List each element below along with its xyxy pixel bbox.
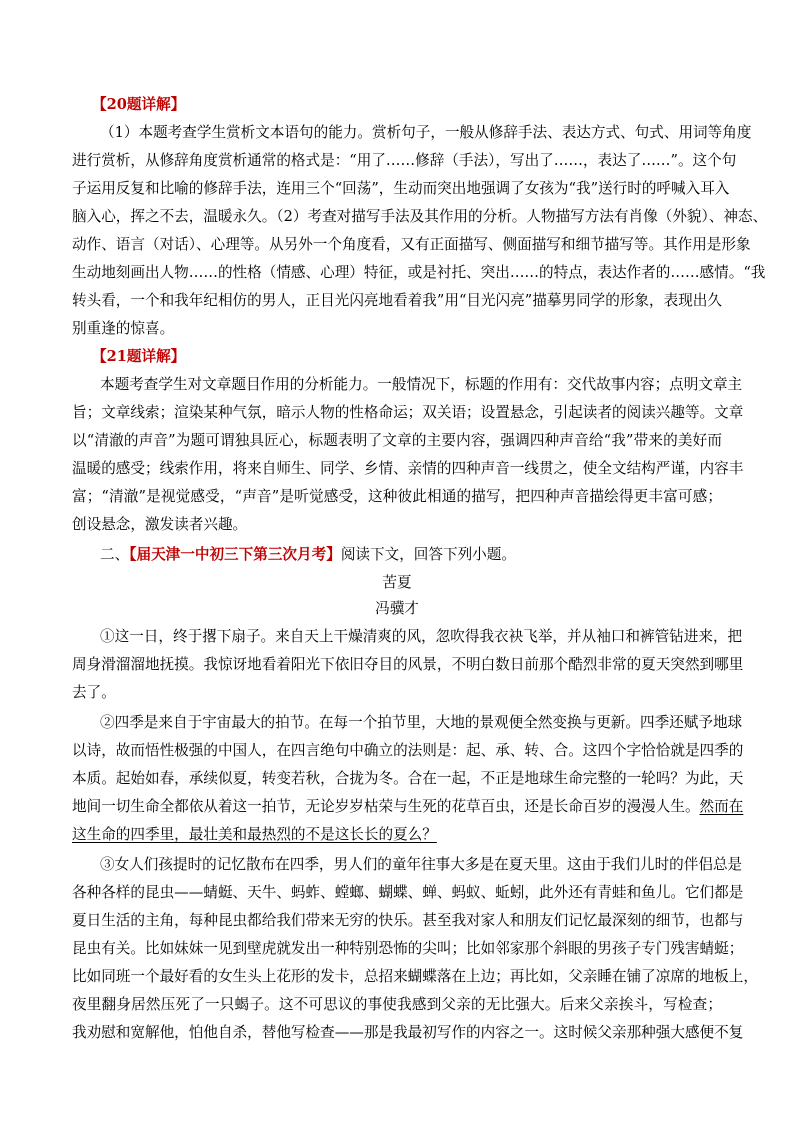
q20-line-1: （1）本题考查学生赏析文本语句的能力。赏析句子，一般从修辞手法、表达方式、句式、用词等角度 bbox=[100, 124, 752, 141]
p2-line-5 bbox=[72, 822, 437, 848]
q20-line-8: 别重逢的惊喜。 bbox=[72, 320, 175, 337]
q20-line-4: 脑入心，挥之不去，温暖永久。（2）考查对描写手法及其作用的分析。人物描写方法有肖像（外貌）、神态、 bbox=[72, 208, 768, 225]
p3-line-4: 昆虫有关。比如妹妹一见到壁虎就发出一种特别恐怖的尖叫；比如邻家那个斜眼的男孩子专门残害蜻蜓； bbox=[72, 940, 744, 957]
p1-line-2: 周身滑溜溜地抚摸。我惊讶地看着阳光下依旧夺目的风景，不明白数日前那个酷烈非常的夏天突然到哪里 bbox=[72, 656, 744, 673]
p3-line-5: 比如同班一个最好看的女生头上花形的发卡，总招来蝴蝶落在上边；再比如，父亲睡在铺了凉席的地板上， bbox=[72, 968, 758, 985]
q21-line-3: 以“清澈的声音”为题可谓独具匠心，标题表明了文章的主要内容，强调四种声音给“我”带来的美好而 bbox=[72, 432, 722, 449]
p1-line-1: ①这一日，终于撂下扇子。来自天上干燥清爽的风，忽吹得我衣袂飞举，并从袖口和裤管钻进来，把 bbox=[100, 628, 743, 645]
p3-line-1: ③女人们孩提时的记忆散布在四季，男人们的童年往事大多是在夏天里。这由于我们儿时的伴侣总是 bbox=[100, 856, 743, 873]
part2-instruction bbox=[100, 542, 516, 568]
p2-line-3: 本质。起始如春，承续似夏，转变若秋，合拢为冬。合在一起，不正是地球生命完整的一轮吗？为此，天 bbox=[72, 770, 744, 787]
article-title: 苦夏 bbox=[382, 574, 412, 591]
q20-line-3: 子运用反复和比喻的修辞手法，连用三个“回荡”，生动而突出地强调了女孩为“我”送行时的呼喊入耳入 bbox=[72, 180, 730, 197]
q21-line-5: 富；“清澈”是视觉感受，“声音”是听觉感受，这种彼此相通的描写，把四种声音描绘得更丰富可感； bbox=[72, 488, 722, 505]
q21-line-2: 旨；文章线索；渲染某种气氛，暗示人物的性格命运；双关语；设置悬念，引起读者的阅读兴趣等。文章 bbox=[72, 404, 744, 421]
p3-line-6: 夜里翻身居然压死了一只蝎子。这不可思议的事使我感到父亲的无比强大。后来父亲挨斗，写检查； bbox=[72, 996, 722, 1013]
p2-line-4-underlined: 然而在 bbox=[699, 798, 744, 815]
part2-source: 【届天津一中初三下第三次月考】 bbox=[129, 546, 341, 563]
q21-line-4: 温暖的感受；线索作用，将来自师生、同学、乡情、亲情的四种声音一线贯之，使全文结构严谨，内容丰 bbox=[72, 460, 744, 477]
q21-line-1: 本题考查学生对文章题目作用的分析能力。一般情况下，标题的作用有：交代故事内容；点明文章主 bbox=[100, 376, 743, 393]
p3-line-3: 夏日生活的主角，每种昆虫都给我们带来无穷的快乐。甚至我对家人和朋友们记忆最深刻的细节，也都与 bbox=[72, 912, 744, 929]
q20-line-2: 进行赏析，从修辞角度赏析通常的格式是：“用了……修辞（手法），写出了……，表达了……”。这个句 bbox=[72, 152, 737, 169]
p2-line-1: ②四季是来自于宇宙最大的拍节。在每一个拍节里，大地的景观便全然变换与更新。四季还赋予地球 bbox=[100, 714, 743, 731]
part2-instruction-text: 阅读下文，回答下列小题。 bbox=[340, 546, 516, 563]
p2-line-5-underlined: 这生命的四季里，最壮美和最热烈的不是这长长的夏么？ bbox=[72, 826, 437, 843]
q21-heading: 【21题详解】 bbox=[92, 348, 186, 365]
p3-line-2: 各种各样的昆虫——蜻蜓、天牛、蚂蚱、螳螂、蝴蝶、蝉、蚂蚁、蚯蚓，此外还有青蛙和鱼儿。它们都是 bbox=[72, 884, 744, 901]
article-author: 冯骥才 bbox=[375, 600, 419, 617]
q20-line-5: 动作、语言（对话）、心理等。从另外一个角度看，又有正面描写、侧面描写和细节描写等。其作用是形象 bbox=[72, 236, 751, 253]
q21-line-6: 创设悬念，激发读者兴趣。 bbox=[72, 516, 248, 533]
p2-line-4 bbox=[72, 794, 744, 820]
q20-heading: 【20题详解】 bbox=[92, 96, 186, 113]
p3-line-7: 我劝慰和宽解他，怕他自杀，替他写检查——那是我最初写作的内容之一。这时候父亲那种强大感便不复 bbox=[72, 1024, 744, 1041]
q20-line-6: 生动地刻画出人物……的性格（情感、心理）特征，或是衬托、突出……的特点，表达作者的……感情。“我 bbox=[72, 264, 766, 281]
p2-line-2: 以诗，故而悟性极强的中国人，在四言绝句中确立的法则是：起、承、转、合。这四个字恰恰就是四季的 bbox=[72, 742, 744, 759]
q20-line-7: 转头看，一个和我年纪相仿的男人，正目光闪亮地看着我”用“目光闪亮”描摹男同学的形象，表现出久 bbox=[72, 292, 722, 309]
p1-line-3: 去了。 bbox=[72, 684, 116, 701]
p2-line-4-plain: 地间一切生命全都依从着这一拍节，无论岁岁枯荣与生死的花草百虫，还是长命百岁的漫漫人生。 bbox=[72, 798, 700, 815]
part2-prefix: 二、 bbox=[100, 546, 130, 563]
